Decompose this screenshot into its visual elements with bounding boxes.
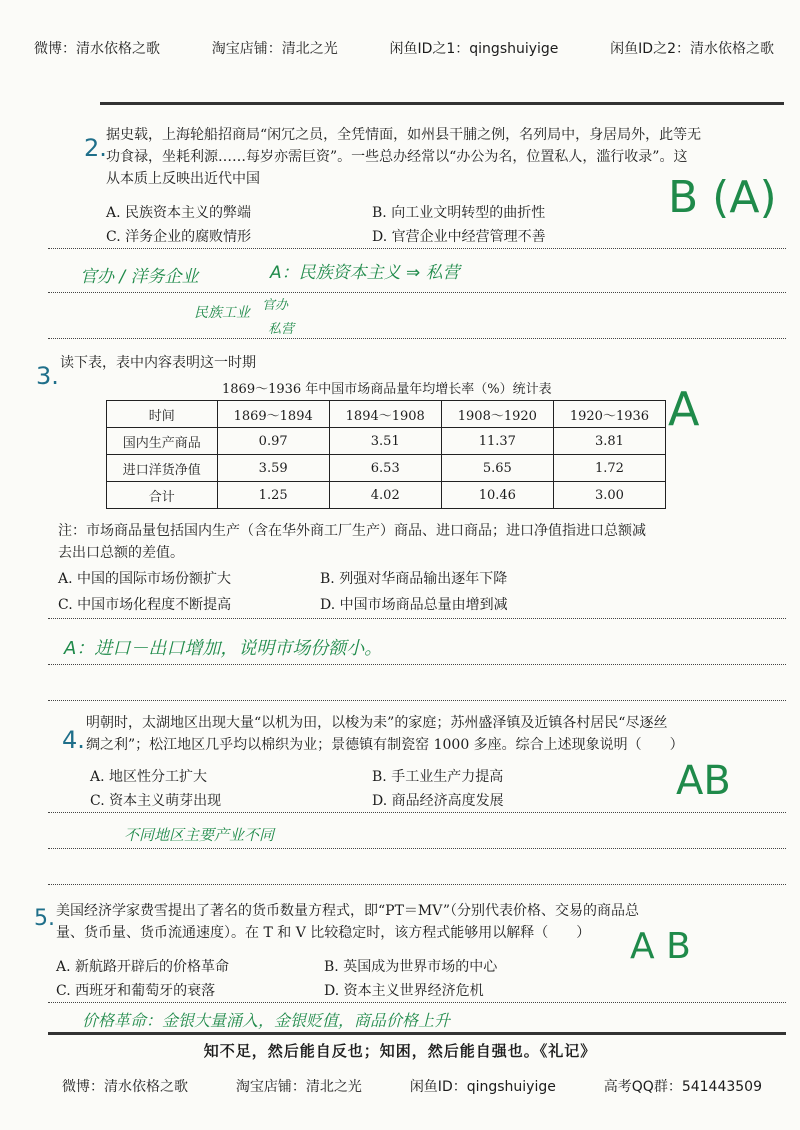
q4-number: 4. [62,726,85,754]
q2-line3: 从本质上反映出近代中国 [106,171,260,187]
q5-option-d: D. 资本主义世界经济危机 [324,983,484,999]
table-cell: 进口洋货净值 [107,455,218,482]
header-weibo: 微博：清水依格之歌 [34,41,160,57]
q3-number: 3. [36,362,59,390]
header-xianyu-1: 闲鱼ID之1：qingshuiyige [389,41,559,57]
divider [48,338,786,339]
q5-handwritten-note: 价格革命：金银大量涌入，金银贬值，商品价格上升 [82,1011,451,1030]
q4-handwritten-answer: AB [676,758,731,804]
q5-line2: 量、货币量、货币流通速度）。在 T 和 V 比较稳定时，该方程式能够用以解释（ ） [56,925,591,941]
table-row [107,428,666,455]
divider [48,848,786,849]
q4-line1: 明朝时，太湖地区出现大量“以机为田，以梭为耒”的家庭；苏州盛泽镇及近镇各村居民“尽逐丝 [86,715,668,731]
q2-line1: 据史载，上海轮船招商局“闲冗之员，全凭情面，如州县干脯之例，名列局中，身居局外，此等无 [106,127,702,143]
q3-option-c: C. 中国市场化程度不断提高 [58,597,232,613]
q4-stem [86,712,786,756]
q2-handwritten-note-5: 私营 [268,322,295,337]
q3-handwritten-note: A：进口－出口增加，说明市场份额小。 [64,638,383,659]
q2-option-c: C. 洋务企业的腐败情形 [106,229,252,245]
q2-option-a: A. 民族资本主义的弊端 [106,205,252,221]
table-header-cell: 1908～1920 [441,401,553,428]
q3-handwritten-answer: A [668,382,700,436]
q3-option-b: B. 列强对华商品输出逐年下降 [320,571,508,587]
table-cell: 5.65 [441,455,553,482]
q4-option-a: A. 地区性分工扩大 [90,769,208,785]
q2-handwritten-note-1: 官办 / 洋务企业 [80,267,199,287]
q2-handwritten-answer: B (A) [668,172,777,223]
q2-handwritten-note-4: 官办 [262,298,289,313]
divider [48,812,786,813]
table-cell: 合计 [107,482,218,509]
q2-line2: 功食禄，坐耗利源……每岁亦需巨资”。一些总办经常以“办公为名，位置私人，滥行收录”。这 [106,149,688,165]
q5-option-b: B. 英国成为世界市场的中心 [324,959,498,975]
table-cell: 0.97 [217,428,329,455]
table-header-row [107,401,666,428]
table-cell: 4.02 [329,482,441,509]
q4-line2: 绸之利”；松江地区几乎均以棉织为业；景德镇有制瓷窑 1000 多座。综合上述现象说明（ ） [86,737,684,753]
q4-option-d: D. 商品经济高度发展 [372,793,504,809]
q2-option-d: D. 官营企业中经营管理不善 [372,229,546,245]
q4-option-b: B. 手工业生产力提高 [372,769,504,785]
divider [48,248,786,249]
q3-stem: 读下表，表中内容表明这一时期 [60,355,256,371]
q3-option-d: D. 中国市场商品总量由增到减 [320,597,508,613]
table-row [107,455,666,482]
footer-weibo: 微博：清水依格之歌 [62,1079,188,1095]
motto: 知不足，然后能自反也；知困，然后能自强也。《礼记》 [203,1042,597,1060]
q3-note [58,520,778,564]
divider [48,700,786,701]
table-header-cell: 时间 [107,401,218,428]
q5-option-c: C. 西班牙和葡萄牙的衰落 [56,983,216,999]
q4-handwritten-note: 不同地区主要产业不同 [124,826,275,844]
footer-taobao: 淘宝店铺：清北之光 [235,1079,362,1095]
table-cell: 国内生产商品 [107,428,218,455]
table-cell: 3.81 [553,428,665,455]
table-header-cell: 1894～1908 [329,401,441,428]
divider [48,884,786,885]
footer-xianyu: 闲鱼ID：qingshuiyige [409,1079,556,1095]
q3-table-title: 1869～1936 年中国市场商品量年均增长率（%）统计表 [222,382,552,397]
q5-number: 5. [34,906,55,931]
header-xianyu-2: 闲鱼ID之2：清水依格之歌 [610,41,774,57]
footer-qq: 高考QQ群：541443509 [603,1079,762,1095]
q2-handwritten-note-2: A：民族资本主义 ⇒ 私营 [270,263,460,283]
q5-line1: 美国经济学家费雪提出了著名的货币数量方程式，即“PT＝MV”（分别代表价格、交易的商品总 [56,903,640,919]
divider [48,618,786,619]
header-taobao: 淘宝店铺：清北之光 [211,41,338,57]
page-footer [62,1076,762,1096]
q2-handwritten-note-3: 民族工业 [194,305,250,321]
divider [48,292,786,293]
divider [48,664,786,665]
header-rule [100,102,784,105]
q5-option-a: A. 新航路开辟后的价格革命 [56,959,230,975]
footer-rule [48,1032,786,1035]
table-cell: 3.59 [217,455,329,482]
q3-option-a: A. 中国的国际市场份额扩大 [58,571,232,587]
table-header-cell: 1869～1894 [217,401,329,428]
table-cell: 1.72 [553,455,665,482]
q2-option-b: B. 向工业文明转型的曲折性 [372,205,546,221]
q3-note-line1: 注：市场商品量包括国内生产（含在华外商工厂生产）商品、进口商品；进口净值指进口总额减 [58,523,646,539]
q5-handwritten-answer: A B [630,926,691,967]
table-cell: 11.37 [441,428,553,455]
q3-note-line2: 去出口总额的差值。 [58,545,184,561]
table-header-cell: 1920～1936 [553,401,665,428]
page-header [34,38,774,58]
table-cell: 3.51 [329,428,441,455]
table-cell: 6.53 [329,455,441,482]
table-cell: 10.46 [441,482,553,509]
q3-stat-table [106,400,666,509]
q2-number: 2. [84,134,107,162]
q4-option-c: C. 资本主义萌芽出现 [90,793,222,809]
table-row [107,482,666,509]
divider [48,1002,786,1003]
table-cell: 1.25 [217,482,329,509]
table-cell: 3.00 [553,482,665,509]
